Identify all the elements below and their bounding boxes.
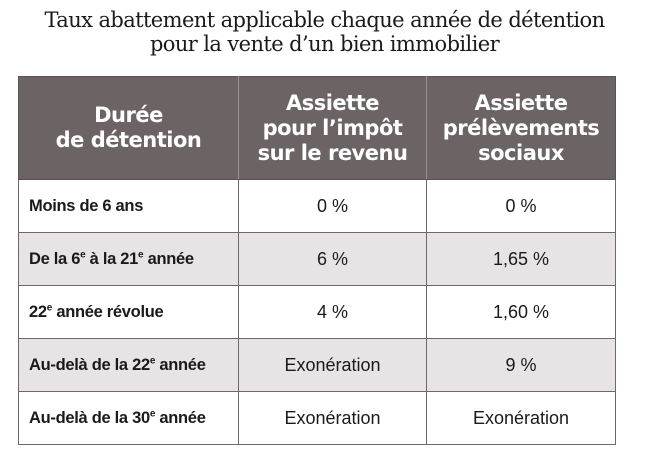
cell-impot: Exonération bbox=[239, 339, 427, 392]
header-impot-line-1: Assiette bbox=[285, 90, 379, 115]
header-duree-line-1: Durée bbox=[94, 103, 163, 127]
header-impot bbox=[239, 77, 427, 180]
title-line-2: pour la vente d’un bien immobilier bbox=[149, 32, 500, 56]
title-line-1: Taux abattement applicable chaque année de détention bbox=[44, 8, 605, 32]
cell-impot: 6 % bbox=[239, 233, 427, 286]
header-prelevements bbox=[427, 77, 616, 180]
header-duree bbox=[19, 77, 239, 180]
row-label: Au-delà de la 30e année bbox=[19, 392, 239, 445]
header-prelevements-line-3: sociaux bbox=[478, 140, 564, 165]
table-row bbox=[19, 233, 616, 286]
header-impot-line-3: sur le revenu bbox=[257, 140, 408, 165]
cell-impot: Exonération bbox=[239, 392, 427, 445]
table-row bbox=[19, 339, 616, 392]
row-label: Au-delà de la 22e année bbox=[19, 339, 239, 392]
row-label: Moins de 6 ans bbox=[19, 180, 239, 233]
cell-prelevements: 1,60 % bbox=[427, 286, 616, 339]
table-row bbox=[19, 180, 616, 233]
row-label: 22e année révolue bbox=[19, 286, 239, 339]
cell-prelevements: 9 % bbox=[427, 339, 616, 392]
abatement-table bbox=[18, 76, 616, 445]
table-row bbox=[19, 392, 616, 445]
page-title bbox=[0, 8, 649, 56]
table-row bbox=[19, 286, 616, 339]
table-header-row bbox=[19, 77, 616, 180]
row-label: De la 6e à la 21e année bbox=[19, 233, 239, 286]
cell-impot: 0 % bbox=[239, 180, 427, 233]
cell-prelevements: 0 % bbox=[427, 180, 616, 233]
header-duree-line-2: de détention bbox=[55, 128, 202, 152]
cell-prelevements: Exonération bbox=[427, 392, 616, 445]
header-impot-line-2: pour l’impôt bbox=[262, 115, 403, 140]
header-prelevements-line-1: Assiette bbox=[474, 90, 568, 115]
header-prelevements-line-2: prélèvements bbox=[442, 115, 600, 140]
cell-prelevements: 1,65 % bbox=[427, 233, 616, 286]
cell-impot: 4 % bbox=[239, 286, 427, 339]
